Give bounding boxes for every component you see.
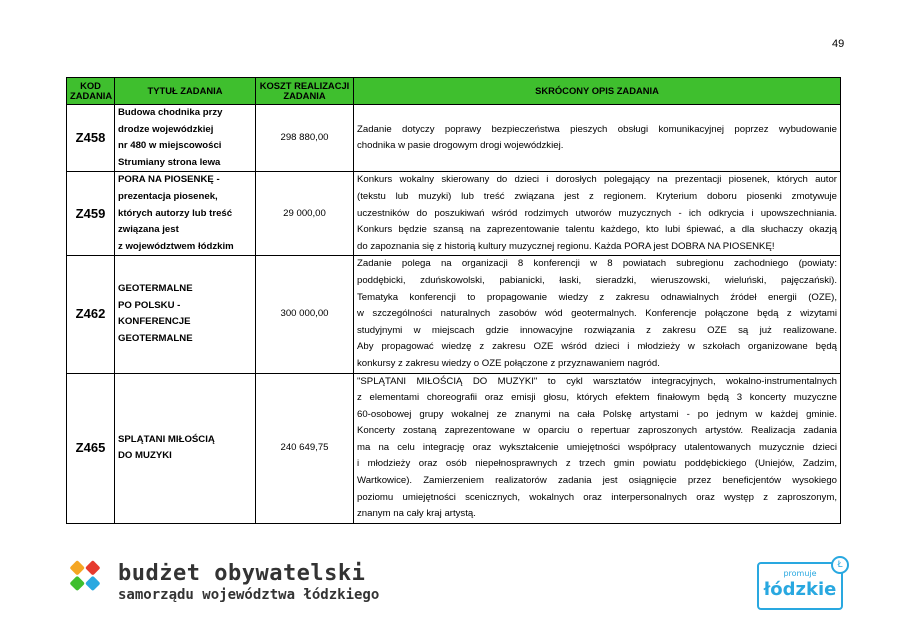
task-description-line: ma na celu integrację oraz wykształcenie umiejętności współpracy utalentowanych muzycznie dzieci bbox=[357, 441, 837, 453]
table-row bbox=[67, 256, 841, 373]
task-description-line: poziomu umiejętności scenicznych, wokalnych oraz interpersonalnych oraz występ z zaproszonym, bbox=[357, 491, 837, 503]
header-code-line-2: ZADANIA bbox=[70, 90, 113, 101]
task-cost: 29 000,00 bbox=[256, 172, 354, 256]
task-description-line: z elementami choreografii oraz emisji głosu, których efektem finałowym będą 3 koncerty muzyczne bbox=[357, 392, 837, 404]
page-number: 49 bbox=[832, 38, 845, 50]
task-description-line: 60-osobowej grupy wokalnej ze znanymi na cała Polskę artystami - po jednym w każdej gminie. bbox=[357, 408, 837, 420]
task-title-line: GEOTERMALNE bbox=[118, 283, 193, 295]
header-desc: SKRÓCONY OPIS ZADANIA bbox=[354, 78, 841, 105]
task-cost: 298 880,00 bbox=[256, 105, 354, 172]
brand-subtitle: samorządu województwa łódzkiego bbox=[118, 587, 380, 603]
task-title-line: PO POLSKU - bbox=[118, 299, 181, 311]
task-title-line: DO MUZYKI bbox=[118, 450, 172, 462]
task-code: Z465 bbox=[67, 373, 115, 523]
header-title: TYTUŁ ZADANIA bbox=[115, 78, 256, 105]
task-title-line: z województwem łódzkim bbox=[118, 240, 234, 252]
task-code: Z459 bbox=[67, 172, 115, 256]
task-title-line: drodze wojewódzkiej bbox=[118, 123, 214, 135]
task-description bbox=[354, 373, 841, 523]
task-description-line: Tematyka konferencji to propagowanie wiedzy z zakresu odnawialnych źródeł energii (OZE), bbox=[357, 291, 837, 303]
task-title-line: PORA NA PIOSENKĘ - bbox=[118, 174, 220, 186]
task-description bbox=[354, 256, 841, 373]
task-code: Z458 bbox=[67, 105, 115, 172]
task-description-line: Konkurs będzie szansą na zaprezentowanie talentu każdego, kto lubi śpiewać, a dla słuchaczy okazją bbox=[357, 224, 837, 236]
promo-big-text: łódzkie bbox=[763, 579, 837, 600]
header-cost bbox=[256, 78, 354, 105]
header-cost-line-2: ZADANIA bbox=[283, 90, 326, 101]
budget-logo-icon bbox=[62, 559, 108, 605]
task-description-line: studyjnymi w miejscach gdzie innowacyjne rozwiązania z zakresu OZE są już realizowane. bbox=[357, 324, 837, 336]
header-code bbox=[67, 78, 115, 105]
task-title-line: SPLĄTANI MIŁOŚCIĄ bbox=[118, 433, 215, 445]
tasks-table bbox=[66, 77, 841, 524]
promo-small-text: promuje bbox=[783, 569, 817, 578]
task-title bbox=[115, 172, 256, 256]
task-title-line: GEOTERMALNE bbox=[118, 333, 193, 345]
table-row bbox=[67, 105, 841, 172]
brand-title: budżet obywatelski bbox=[118, 561, 366, 586]
task-description-line: Wartkowice). Zamierzeniem realizatorów zadania jest osiągnięcie przez beneficjentów wysokiego bbox=[357, 475, 837, 487]
task-description-line: w szczególności naturalnych zasobów wód geotermalnych. Konferencje połączone będą z wizytami bbox=[357, 308, 837, 320]
promo-badge-icon: Ł bbox=[831, 556, 849, 574]
task-description-line: Aby propagować wiedzę z zakresu OZE wśród dzieci i młodzieży w szkołach organizowane będą bbox=[357, 341, 837, 353]
task-description-line: do zapoznania się z historią kultury muzycznej regionu. Każda PORA jest DOBRA NA PIOSENKĘ! bbox=[357, 240, 775, 252]
task-description-line: Zadanie dotyczy poprawy bezpieczeństwa pieszych obsługi komunikacyjnej poprzez wybudowanie bbox=[357, 123, 837, 135]
header-cost-line-1: KOSZT REALIZACJI bbox=[259, 79, 350, 91]
task-description-line: uczestników do poszukiwań wśród rodzimych utworów muzycznych - ich odkrycia i upowszechniania. bbox=[357, 207, 837, 219]
task-title-line: związana jest bbox=[118, 224, 179, 236]
table-body bbox=[67, 105, 841, 524]
task-cost: 240 649,75 bbox=[256, 373, 354, 523]
promuje-lodzkie-logo bbox=[757, 562, 843, 610]
task-description-line: Zadanie polega na organizacji 8 konferencji w 8 powiatach subregionu zachodniego (powiaty: bbox=[357, 258, 837, 270]
task-description bbox=[354, 105, 841, 172]
task-description-line: konkursy z zakresu wiedzy o OZE połączone z przyznawaniem nagród. bbox=[357, 357, 660, 369]
brand-block bbox=[118, 562, 379, 604]
task-title bbox=[115, 373, 256, 523]
task-title-line: których autorzy lub treść bbox=[118, 207, 233, 219]
table-header-row bbox=[67, 78, 841, 105]
task-title-line: KONFERENCJE bbox=[118, 316, 191, 328]
task-title bbox=[115, 105, 256, 172]
table-row bbox=[67, 172, 841, 256]
task-description-line: Koncerty zostaną zaprezentowane w oparciu o repertuar zaproszonych artystów. Realizacja zadania bbox=[357, 425, 837, 437]
task-description-line: chodnika w pasie drogowym drogi wojewódzkiej. bbox=[357, 140, 564, 152]
task-description-line: Konkurs wokalny skierowany do dzieci i dorosłych polegający na prezentacji piosenek, których autor bbox=[357, 174, 837, 186]
task-title bbox=[115, 256, 256, 373]
task-title-line: nr 480 w miejscowości bbox=[118, 140, 222, 152]
table-row bbox=[67, 373, 841, 523]
task-title-line: Budowa chodnika przy bbox=[118, 107, 223, 118]
task-description-line: "SPLĄTANI MIŁOŚCIĄ DO MUZYKI" to cykl warsztatów integracyjnych, wokalno-instrumentalnych bbox=[357, 375, 837, 387]
task-description bbox=[354, 172, 841, 256]
task-code: Z462 bbox=[67, 256, 115, 373]
task-description-line: poddębicki, zduńskowolski, pabianicki, łaski, sieradzki, wieruszowski, wieluński, pajęczański). bbox=[357, 274, 837, 286]
task-description-line: znanym na cały kraj artystą. bbox=[357, 508, 476, 520]
task-title-line: Strumiany strona lewa bbox=[118, 156, 221, 168]
task-title-line: prezentacja piosenek, bbox=[118, 190, 218, 202]
task-description-line: (tekstu lub muzyki) lub treść związana jest z regionem. Kryterium doboru piosenki zmotywuje bbox=[357, 190, 837, 202]
header-code-line-1: KOD bbox=[80, 79, 101, 91]
task-description-line: i młodzieży oraz osób niepełnosprawnych z trzech gmin powiatu poddębickiego (Uniejów, Zadzim, bbox=[357, 458, 837, 470]
task-cost: 300 000,00 bbox=[256, 256, 354, 373]
